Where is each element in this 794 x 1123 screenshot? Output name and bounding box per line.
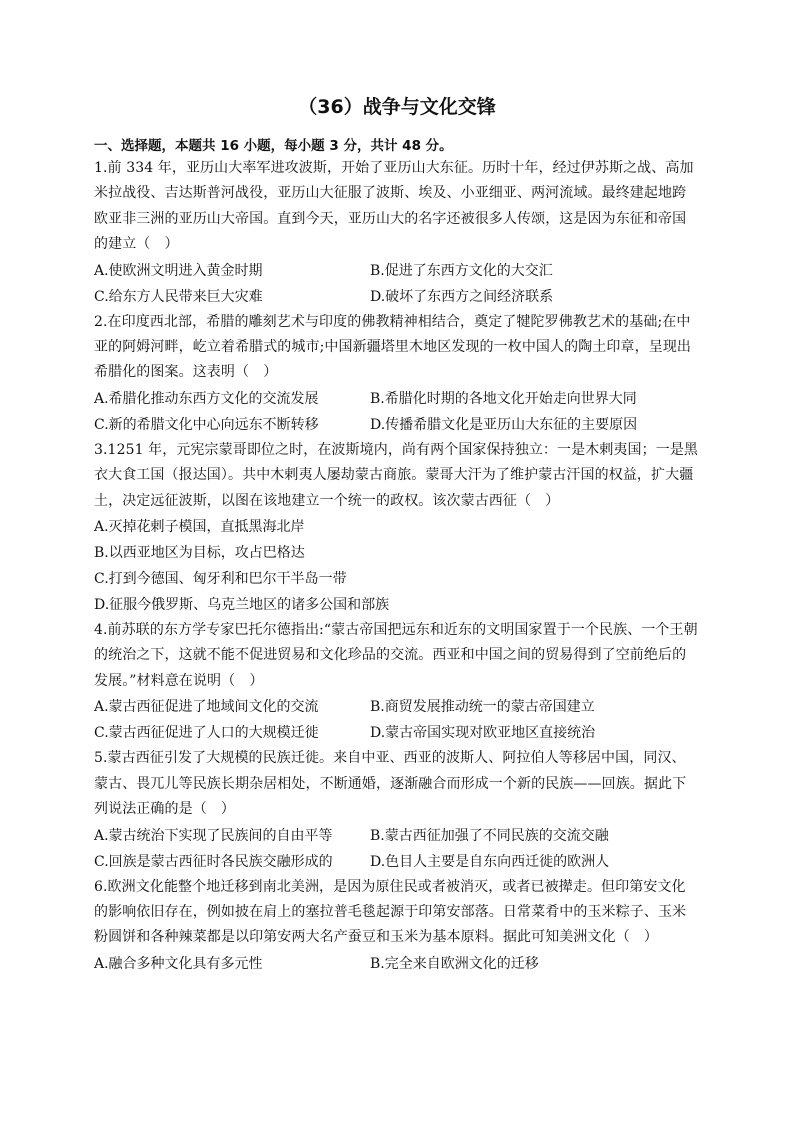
question-1 — [94, 156, 699, 310]
answer-option: A.使欧洲文明进入黄金时期 — [94, 262, 263, 279]
question-4 — [94, 618, 699, 746]
question-stem: 4.前苏联的东方学专家巴托尔德指出:“蒙古帝国把远东和近东的文明国家置于一个民族、一个王朝的统治之下，这就不能不促进贸易和文化珍品的交流。西亚和中国之间的贸易得到了空前绝后的发展。”材料意在说明（ ） — [94, 622, 698, 689]
answer-option: D.破坏了东西方之间经济联系 — [370, 288, 554, 305]
answer-option: B.商贸发展推动统一的蒙古帝国建立 — [370, 699, 595, 716]
answer-option: D.传播希腊文化是亚历山大东征的主要原因 — [370, 416, 638, 433]
answer-options — [94, 258, 699, 310]
answer-option: C.打到今德国、匈牙利和巴尔干半岛一带 — [94, 571, 347, 588]
section-heading: 一、选择题，本题共 16 小题，每小题 3 分，共计 48 分。 — [94, 138, 453, 154]
answer-option: B.促进了东西方文化的大交汇 — [370, 262, 553, 279]
answer-option: D.蒙古帝国实现对欧亚地区直接统治 — [370, 725, 596, 742]
answer-option: A.希腊化推动东西方文化的交流发展 — [94, 390, 319, 407]
answer-options — [94, 386, 699, 438]
question-stem: 6.欧洲文化能整个地迁移到南北美洲，是因为原住民或者被消灭，或者已被撵走。但印第安文化的影响依旧存在，例如披在肩上的塞拉普毛毯起源于印第安部落。日常菜肴中的玉米粽子、玉米粉圆饼和各种辣菜都是以印第安两大名产蚕豆和玉米为基本原料。据此可知美洲文化（ ） — [94, 878, 687, 946]
answer-option: B.希腊化时期的各地文化开始走向世界大同 — [370, 390, 637, 407]
question-stem: 2.在印度西北部，希腊的雕刻艺术与印度的佛教精神相结合，奠定了犍陀罗佛教艺术的基础;在中亚的阿姆河畔，屹立着希腊式的城市;中国新疆塔里木地区发现的一枚中国人的陶土印章，呈现出希腊化的图案。这表明（ ） — [94, 313, 692, 381]
question-5 — [94, 746, 699, 874]
question-stem: 3.1251 年，元宪宗蒙哥即位之时，在波斯境内，尚有两个国家保持独立：一是木剌夷国；一是黑衣大食工国（报达国）。共中木剌夷人屡劫蒙古商旅。蒙哥大汗为了维护蒙古汗国的权益，扩大疆土，决定远征波斯，以图在该地建立一个统一的政权。该次蒙古西征（ ） — [94, 441, 699, 509]
answer-option: C.回族是蒙古西征时各民族交融形成的 — [94, 853, 333, 870]
answer-options — [94, 514, 699, 618]
answer-option: A.融合多种文化具有多元性 — [94, 955, 263, 972]
question-6 — [94, 875, 699, 977]
question-3 — [94, 438, 699, 618]
question-stem: 5.蒙古西征引发了大规模的民族迁徙。来自中亚、西亚的波斯人、阿拉伯人等移居中国，同汉、蒙古、畏兀儿等民族长期杂居相处，不断通婚，逐渐融合而形成一个新的民族——回族。据此下列说法正确的是（ ） — [94, 750, 687, 818]
question-list — [94, 156, 699, 977]
question-2 — [94, 310, 699, 438]
answer-options — [94, 694, 699, 746]
page-title: （36）战争与文化交锋 — [298, 96, 496, 118]
question-stem: 1.前 334 年，亚历山大率军进攻波斯，开始了亚历山大东征。历时十年，经过伊苏斯之战、高加米拉战役、吉达斯普河战役，亚历山大征服了波斯、埃及、小亚细亚、两河流域。最终建起地跨欧亚非三洲的亚历山大帝国。直到今天，亚历山大的名字还被很多人传颂，这是因为东征和帝国的建立（ ） — [94, 160, 694, 253]
answer-option: C.新的希腊文化中心向远东不断转移 — [94, 416, 319, 433]
answer-option: D.色目人主要是自东向西迁徙的欧洲人 — [370, 853, 610, 870]
answer-option: B.以西亚地区为目标，攻占巴格达 — [94, 545, 305, 562]
answer-options — [94, 951, 699, 977]
answer-option: A.蒙古西征促进了地域间文化的交流 — [94, 699, 319, 716]
answer-option: C.蒙古西征促进了人口的大规模迁徙 — [94, 725, 319, 742]
answer-options — [94, 823, 699, 875]
answer-option: A.灭掉花剌子模国，直抵黑海北岸 — [94, 519, 305, 536]
answer-option: A.蒙古统治下实现了民族间的自由平等 — [94, 827, 333, 844]
answer-option: B.蒙古西征加强了不同民族的交流交融 — [370, 827, 609, 844]
answer-option: B.完全来自欧洲文化的迁移 — [370, 955, 539, 972]
answer-option: D.征服今俄罗斯、乌克兰地区的诸多公国和部族 — [94, 597, 390, 614]
answer-option: C.给东方人民带来巨大灾难 — [94, 288, 263, 305]
